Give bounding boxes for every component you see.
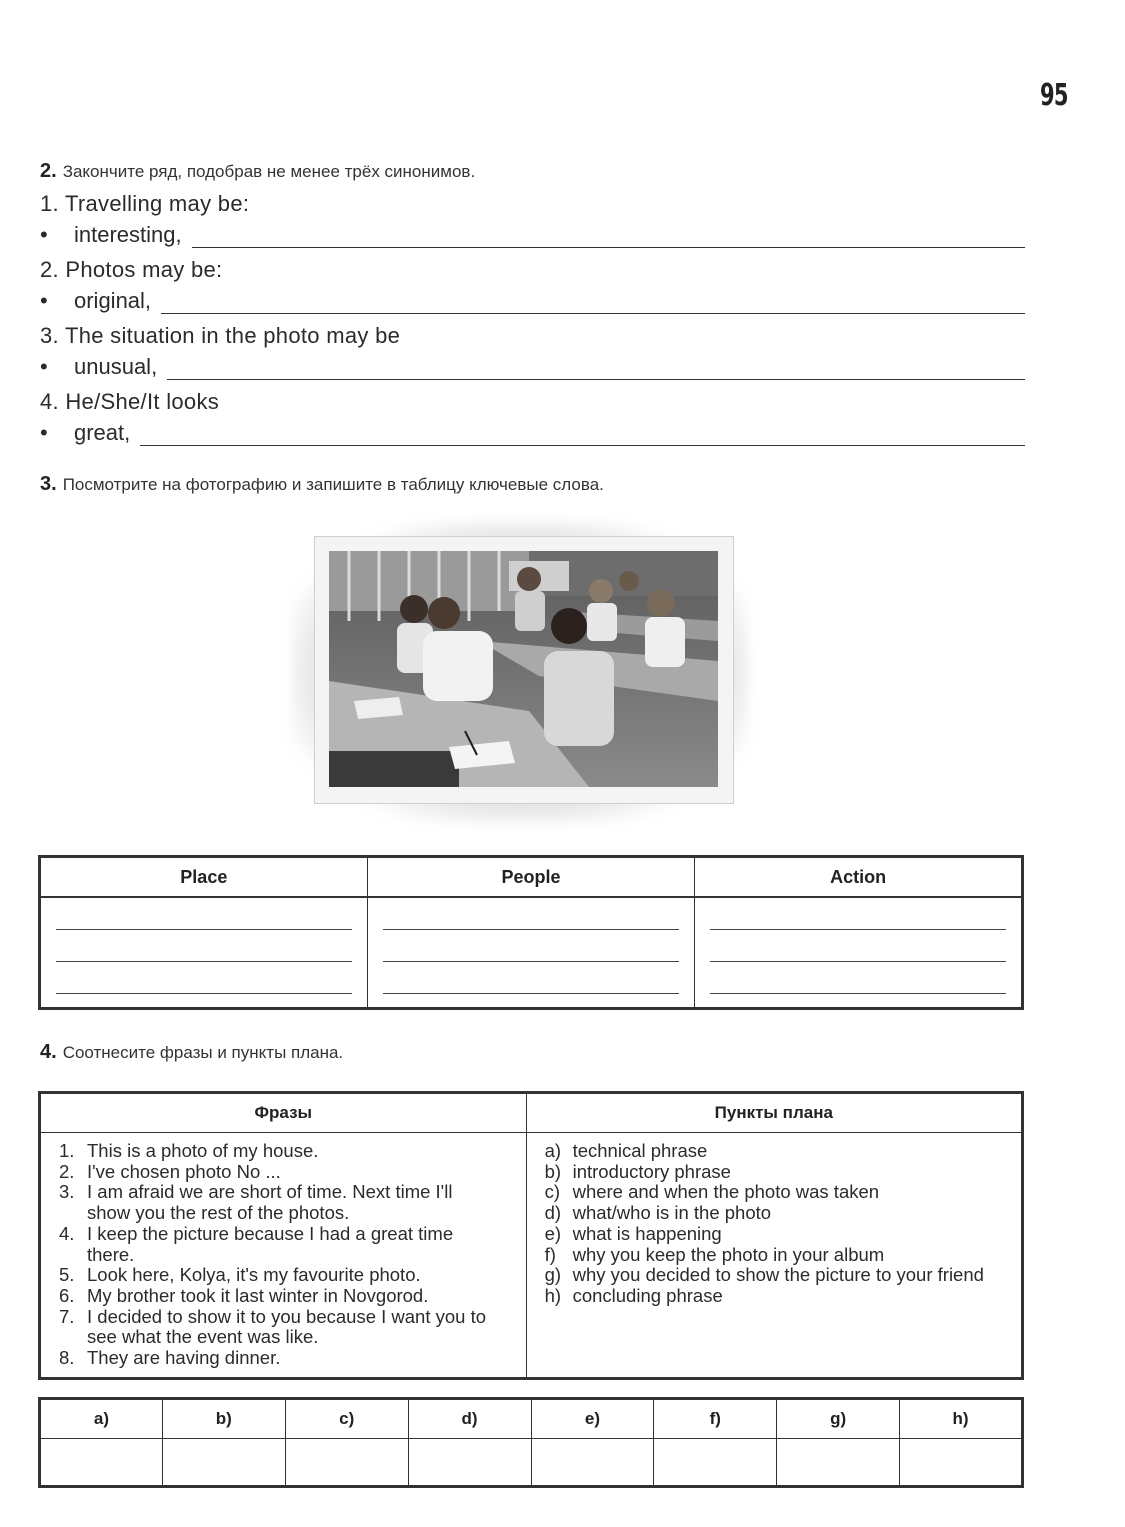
- bullet-icon: •: [40, 354, 48, 379]
- list-item: e) what is happening: [544, 1222, 722, 1244]
- task3-instruction: Посмотрите на фотографию и запишите в таблицу ключевые слова.: [62, 475, 604, 494]
- task2-start-word-3: unusual,: [74, 354, 158, 379]
- plan-cell: [526, 1133, 1022, 1379]
- bullet-icon: •: [40, 420, 48, 445]
- list-item: g) why you decided to show the picture to your friend: [544, 1264, 984, 1286]
- write-line[interactable]: [56, 930, 352, 962]
- answer-header-f: f): [654, 1399, 777, 1439]
- answer-line-3[interactable]: [167, 363, 1025, 380]
- answer-header-a: a): [40, 1399, 163, 1439]
- write-line[interactable]: [56, 962, 352, 994]
- list-item: 2. I've chosen photo No ...: [59, 1160, 281, 1182]
- task4-number: 4.: [40, 1041, 57, 1063]
- column-header-place: Place: [40, 857, 368, 898]
- task2-answer-row-1: [40, 222, 1025, 248]
- list-item: 5. Look here, Kolya, it's my favourite photo.: [59, 1264, 421, 1286]
- phrases-list: [59, 1141, 500, 1369]
- answer-cell-f[interactable]: [654, 1439, 777, 1487]
- answer-cell-h[interactable]: [900, 1439, 1023, 1487]
- answer-cell-b[interactable]: [162, 1439, 285, 1487]
- task2-prompt-1: 1. Travelling may be:: [40, 191, 250, 216]
- write-line[interactable]: [383, 898, 680, 930]
- plan-list: [545, 1141, 1003, 1307]
- write-line[interactable]: [56, 898, 352, 930]
- column-header-plan: Пункты плана: [526, 1093, 1022, 1133]
- phrases-cell: [40, 1133, 527, 1379]
- column-header-people: People: [367, 857, 695, 898]
- place-cell[interactable]: [40, 897, 368, 1009]
- list-item: 1. This is a photo of my house.: [59, 1140, 319, 1161]
- column-header-action: Action: [695, 857, 1023, 898]
- list-item: c) where and when the photo was taken: [544, 1181, 880, 1203]
- write-line[interactable]: [710, 898, 1006, 930]
- task3-heading: [40, 473, 604, 496]
- task2-answer-row-3: [40, 354, 1025, 380]
- people-cell[interactable]: [367, 897, 695, 1009]
- answer-line-2[interactable]: [161, 297, 1025, 314]
- answer-header-g: g): [777, 1399, 900, 1439]
- write-line[interactable]: [710, 962, 1006, 994]
- write-line[interactable]: [383, 930, 680, 962]
- list-item: 8. They are having dinner.: [59, 1347, 281, 1369]
- list-item: d) what/who is in the photo: [544, 1202, 772, 1224]
- list-item: 3. I am afraid we are short of time. Next time I'll show you the rest of the photos.: [59, 1181, 453, 1224]
- answer-header-d: d): [408, 1399, 531, 1439]
- task2-start-word-1: interesting,: [74, 222, 182, 247]
- answer-cell-d[interactable]: [408, 1439, 531, 1487]
- list-item: 4. I keep the picture because I had a great time there.: [59, 1222, 454, 1265]
- list-item: 7. I decided to show it to you because I want you to see what the event was like.: [59, 1305, 487, 1348]
- answer-line-4[interactable]: [140, 429, 1025, 446]
- task2-answer-row-4: [40, 420, 1025, 446]
- answer-header-b: b): [162, 1399, 285, 1439]
- classroom-photo-illustration: [329, 551, 718, 787]
- action-cell[interactable]: [695, 897, 1023, 1009]
- answer-cell-e[interactable]: [531, 1439, 654, 1487]
- list-item: a) technical phrase: [544, 1140, 708, 1161]
- answer-line-1[interactable]: [192, 231, 1025, 248]
- task4-heading: [40, 1041, 343, 1064]
- answer-grid: [38, 1397, 1024, 1488]
- task2-prompt-3: 3. The situation in the photo may be: [40, 323, 401, 348]
- task2-answer-row-2: [40, 288, 1025, 314]
- write-line[interactable]: [710, 930, 1006, 962]
- answer-header-h: h): [900, 1399, 1023, 1439]
- task4-instruction: Соотнесите фразы и пункты плана.: [62, 1043, 344, 1062]
- write-line[interactable]: [383, 962, 680, 994]
- answer-cell-c[interactable]: [285, 1439, 408, 1487]
- answer-header-c: c): [285, 1399, 408, 1439]
- answer-cell-g[interactable]: [777, 1439, 900, 1487]
- list-item: 6. My brother took it last winter in Novgorod.: [59, 1284, 429, 1306]
- task2-prompt-4: 4. He/She/It looks: [40, 389, 220, 414]
- task2-number: 2.: [40, 160, 57, 182]
- task2-prompt-2: 2. Photos may be:: [40, 257, 223, 282]
- list-item: b) introductory phrase: [544, 1160, 731, 1182]
- task3-number: 3.: [40, 473, 57, 495]
- list-item: f) why you keep the photo in your album: [544, 1243, 885, 1265]
- classroom-photo: [329, 551, 718, 787]
- bullet-icon: •: [40, 288, 48, 313]
- task2-start-word-2: original,: [74, 288, 152, 313]
- task2-heading: [40, 160, 475, 183]
- answer-cell-a[interactable]: [40, 1439, 163, 1487]
- task2-start-word-4: great,: [74, 420, 131, 445]
- list-item: h) concluding phrase: [544, 1284, 723, 1306]
- task2-instruction: Закончите ряд, подобрав не менее трёх синонимов.: [62, 162, 476, 181]
- matching-table: [38, 1091, 1024, 1380]
- keywords-table: [38, 855, 1024, 1010]
- answer-header-e: e): [531, 1399, 654, 1439]
- column-header-phrases: Фразы: [40, 1093, 527, 1133]
- bullet-icon: •: [40, 222, 48, 247]
- page-number: 95: [1040, 78, 1068, 113]
